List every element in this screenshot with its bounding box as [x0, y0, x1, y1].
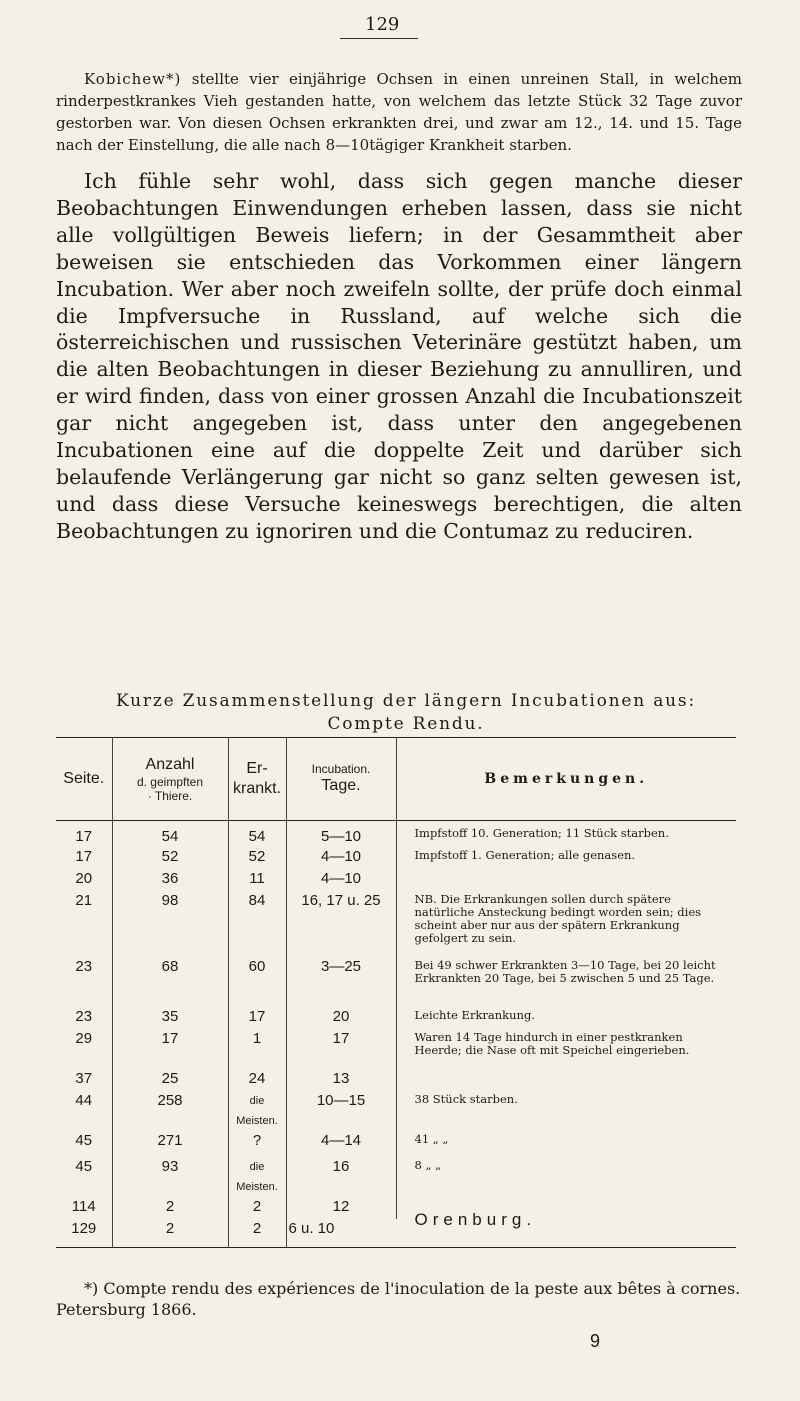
table-row — [56, 821, 736, 848]
cell-seite: 45 — [56, 1157, 112, 1197]
cell-bemerkung: Bei 49 schwer Erkrankten 3—10 Tage, bei 20 leicht Erkrankten 20 Tage, bei 5 zwischen 5 und 25 Tage. — [414, 958, 716, 985]
cell-erkrankt: 1 — [228, 1029, 286, 1069]
cell-erkrankt: 60 — [228, 957, 286, 1007]
author-name: Kobichew*) — [84, 70, 182, 88]
header-bemerkungen: Bemerkungen. — [396, 738, 736, 821]
table-row — [56, 957, 736, 1007]
cell-bemerkung: Impfstoff 10. Generation; 11 Stück starben. — [414, 826, 669, 840]
cell-anzahl: 2 — [112, 1219, 228, 1248]
cell-anzahl: 258 — [112, 1091, 228, 1131]
header-erkrankt: Er- krankt. — [228, 738, 286, 821]
cell-anzahl: 17 — [112, 1029, 228, 1069]
table-row — [56, 1131, 736, 1157]
cell-anzahl: 36 — [112, 869, 228, 891]
cell-seite: 44 — [56, 1091, 112, 1131]
cell-bemerkung: 41 „ „ — [414, 1132, 449, 1146]
table-row — [56, 1157, 736, 1197]
cell-tage: 16 — [286, 1157, 396, 1197]
cell-bemerkung: 38 Stück starben. — [414, 1092, 518, 1106]
cell-erkrankt: ? — [228, 1131, 286, 1157]
table-row — [56, 869, 736, 891]
cell-anzahl: 35 — [112, 1007, 228, 1029]
cell-anzahl: 54 — [112, 821, 228, 848]
cell-tage: 12 — [286, 1197, 396, 1219]
cell-bemerkung: Waren 14 Tage hindurch in einer pestkranken Heerde; die Nase oft mit Speichel eingerieben. — [414, 1030, 690, 1057]
table-row — [56, 847, 736, 869]
cell-erkrankt: 84 — [228, 891, 286, 957]
cell-tage: 5—10 — [286, 821, 396, 848]
cell-bemerkung — [396, 1069, 736, 1091]
table-heading-line2: Compte Rendu. — [327, 714, 485, 734]
cell-tage: 10—15 — [286, 1091, 396, 1131]
cell-anzahl: 93 — [112, 1157, 228, 1197]
footnote: *) Compte rendu des expériences de l'inoculation de la peste aux bêtes à cornes. Petersburg 1866. — [56, 1279, 741, 1319]
cell-anzahl: 25 — [112, 1069, 228, 1091]
table-row — [56, 1091, 736, 1131]
header-anzahl: Anzahl d. geimpften · Thiere. — [112, 738, 228, 821]
cell-anzahl: 98 — [112, 891, 228, 957]
cell-tage: 13 — [286, 1069, 396, 1091]
cell-seite: 37 — [56, 1069, 112, 1091]
cell-tage: 20 — [286, 1007, 396, 1029]
table-row — [56, 1007, 736, 1029]
cell-erkrankt: 52 — [228, 847, 286, 869]
signature-mark: 9 — [590, 1331, 601, 1351]
cell-anzahl: 52 — [112, 847, 228, 869]
cell-tage: 6 u. 10 — [288, 1220, 335, 1237]
cell-seite: 23 — [56, 957, 112, 1007]
cell-anzahl: 2 — [112, 1197, 228, 1219]
cell-erkrankt: 2 — [228, 1197, 286, 1219]
cell-seite: 29 — [56, 1029, 112, 1069]
cell-anzahl: 271 — [112, 1131, 228, 1157]
cell-seite: 114 — [56, 1197, 112, 1219]
cell-seite: 20 — [56, 869, 112, 891]
page-number: 129 — [365, 14, 400, 35]
cell-erkrankt: 11 — [228, 869, 286, 891]
table-row — [56, 1197, 736, 1219]
cell-erkrankt: 24 — [228, 1069, 286, 1091]
page-number-rule — [340, 38, 418, 39]
cell-erkrankt: 17 — [228, 1007, 286, 1029]
table-heading — [56, 690, 756, 736]
cell-erkrankt: die Meisten. — [228, 1157, 286, 1197]
cell-erkrankt: 54 — [228, 821, 286, 848]
cell-seite: 23 — [56, 1007, 112, 1029]
cell-tage: 16, 17 u. 25 — [286, 891, 396, 957]
cell-seite: 21 — [56, 891, 112, 957]
cell-seite: 17 — [56, 821, 112, 848]
cell-bemerkung: Leichte Erkrankung. — [414, 1008, 535, 1022]
table-row — [56, 1069, 736, 1091]
cell-bemerkung — [396, 869, 736, 891]
header-incubation: Incubation. Tage. — [286, 738, 396, 821]
cell-bemerkung: 8 „ „ — [414, 1158, 442, 1172]
table-body — [56, 821, 736, 1248]
cell-anzahl: 68 — [112, 957, 228, 1007]
paragraph-main: Ich fühle sehr wohl, dass sich gegen manche dieser Beobachtungen Einwendungen erheben lassen, dass sie nicht alle vollgültigen Beweis liefern; in der Gesammtheit aber beweisen sie entschieden das Vorkommen einer längern Incubation. Wer aber noch zweifeln sollte, der prüfe doch einmal die Impfversuche in Russland, auf welche sich die österreichischen und russischen Veterinäre gestützt haben, um die alten Beobachtungen in dieser Beziehung zu annulliren, und er wird finden, dass von einer grossen Anzahl die Incubationszeit gar nicht angegeben ist, dass unter den angegebenen Incubationen eine auf die doppelte Zeit und darüber sich belaufende Verlängerung gar nicht so ganz selten gewesen ist, und dass diese Versuche keineswegs berechtigen, die alten Beobachtungen zu ignoriren und die Contumaz zu reduciren. — [56, 169, 742, 543]
cell-tage: 17 — [286, 1029, 396, 1069]
cell-seite: 17 — [56, 847, 112, 869]
incubation-table — [56, 737, 736, 1248]
table-row — [56, 891, 736, 957]
table-header-row — [56, 738, 736, 821]
cell-bemerkung: Impfstoff 1. Generation; alle genasen. — [414, 848, 636, 862]
cell-tage: 4—10 — [286, 869, 396, 891]
header-seite: Seite. — [56, 738, 112, 821]
cell-seite: 129 — [56, 1219, 112, 1248]
cell-bemerkung: Orenburg. — [414, 1210, 537, 1229]
cell-seite: 45 — [56, 1131, 112, 1157]
table-heading-line1: Kurze Zusammenstellung der längern Incubationen aus: — [116, 691, 696, 711]
cell-tage: 4—10 — [286, 847, 396, 869]
cell-tage: 3—25 — [286, 957, 396, 1007]
cell-erkrankt: die Meisten. — [228, 1091, 286, 1131]
paragraph-kobichew-text: stellte vier einjährige Ochsen in einen unreinen Stall, in welchem rinderpestkrankes Vieh gestanden hatte, von welchem das letzte Stück 32 Tage zuvor gestorben war. Von diesen Ochsen erkrankten drei, und zwar am 12., 14. und 15. Tage nach der Einstellung, die alle nach 8—10tägiger Krankheit starben. — [56, 70, 742, 154]
cell-tage: 4—14 — [286, 1131, 396, 1157]
table-row — [56, 1029, 736, 1069]
paragraph-kobichew — [56, 68, 742, 156]
cell-bemerkung: NB. Die Erkrankungen sollen durch spätere natürliche Ansteckung bedingt worden sein; dies scheint aber nur aus der spätern Erkrankung gefolgert zu sein. — [414, 892, 702, 945]
cell-erkrankt: 2 — [228, 1219, 286, 1248]
